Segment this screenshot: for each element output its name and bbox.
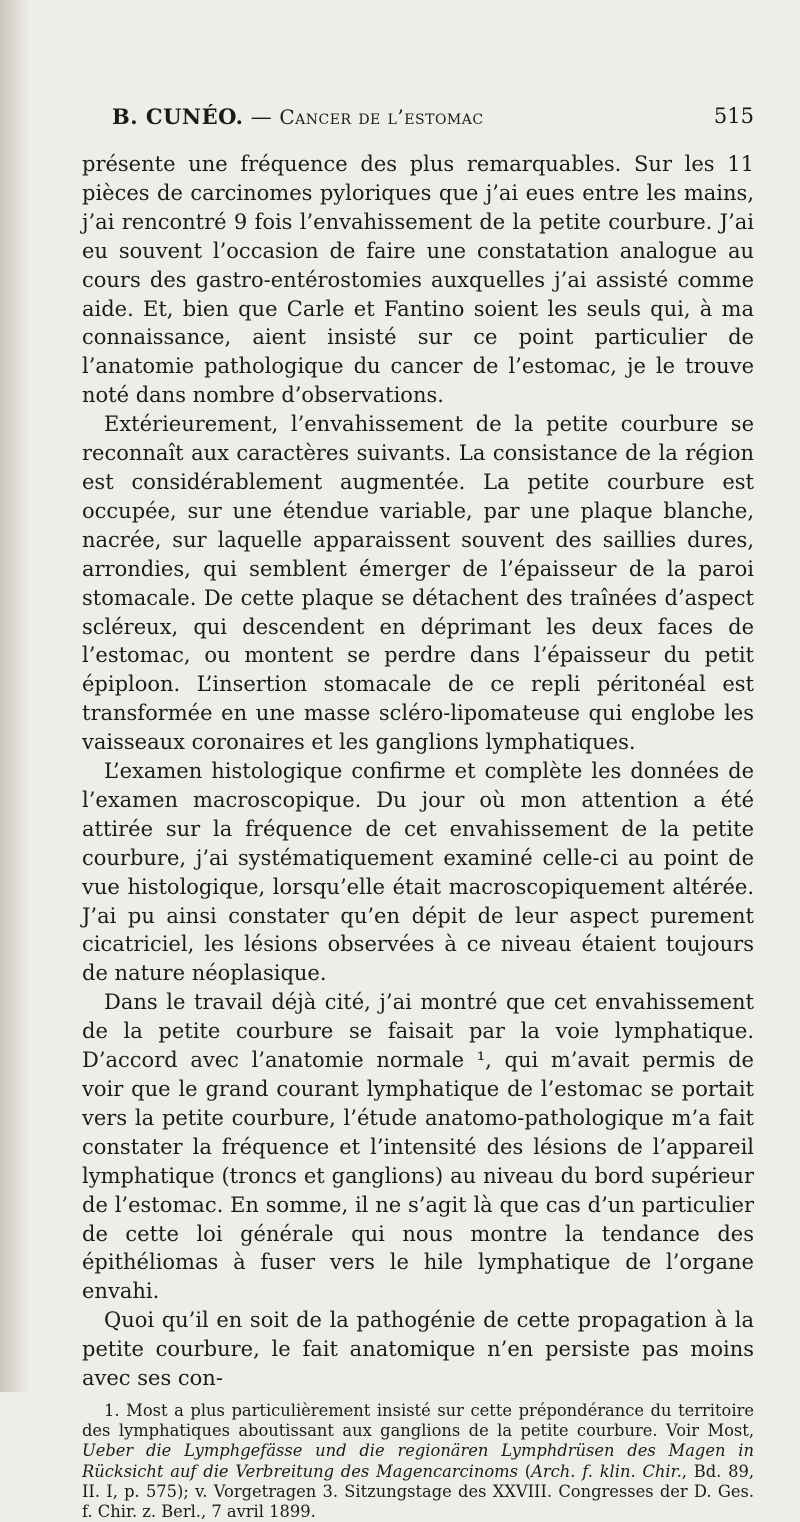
paragraph: Extérieurement, l’envahissement de la petite courbure se reconnaît aux caractères suivants. La consistance de la région est considérablement augmentée. La petite courbure est occupée, sur une étendue variable, par une plaque blanche, nacrée, sur laquelle apparaissent souvent des saillies dures, arrondies, qui semblent émerger de l’épaisseur de la paroi stomacale. De cette plaque se détachent des traînées d’aspect scléreux, qui descendent en déprimant les deux faces de l’estomac, ou montent se perdre dans l’épaisseur du petit épiploon. L’insertion stomacale de ce repli péritonéal est transformée en une masse scléro-lipomateuse qui englobe les vaisseaux coronaires et les ganglions lymphatiques. [82,412,754,755]
page-number: 515 [713,104,754,128]
body-text [82,150,754,1393]
paragraph: présente une fréquence des plus remarquables. Sur les 11 pièces de carcinomes pyloriques que j’ai eues entre les mains, j’ai rencontré 9 fois l’envahissement de la petite courbure. J’ai eu souvent l’occasion de faire une constatation analogue au cours des gastro-entérostomies auxquelles j’ai assisté comme aide. Et, bien que Carle et Fantino soient les seuls qui, à ma connaissance, aient insisté sur ce point particulier de l’anatomie pathologique du cancer de l’estomac, je le trouve noté dans nombre d’observations. [82,152,754,408]
footnote-marker: 1. [104,1400,120,1420]
running-header [82,98,754,138]
paragraph: Dans le travail déjà cité, j’ai montré que cet envahissement de la petite courbure se faisait par la voie lymphatique. D’accord avec l’anatomie normale ¹, qui m’avait permis de voir que le grand courant lymphatique de l’estomac se portait vers la petite courbure, l’étude anatomo-pathologique m’a fait constater la fréquence et l’intensité des lésions de l’appareil lymphatique (troncs et ganglions) au niveau du bord supérieur de l’estomac. En somme, il ne s’agit là que cas d’un particulier de cette loi générale qui nous montre la tendance des épithéliomas à fuser vers le hile lymphatique de l’organe envahi. [82,990,754,1304]
paragraph: Quoi qu’il en soit de la pathogénie de cette propagation à la petite courbure, le fait anatomique n’en persiste pas moins avec ses con- [82,1308,754,1391]
paragraph: L’examen histologique confirme et complète les données de l’examen macroscopique. Du jour où mon attention a été attirée sur la fréquence de cet envahissement de la petite courbure, j’ai systématiquement examiné celle-ci au point de vue histologique, lorsqu’elle était macroscopiquement altérée. J’ai pu ainsi constater qu’en dépit de leur aspect purement cicatriciel, les lésions observées à ce niveau étaient toujours de nature néoplasique. [82,759,754,986]
header-title: Cancer de l’estomac [279,105,484,129]
footnote-journal: Arch. f. klin. Chir. [531,1461,682,1481]
footnote-article-title: Ueber die Lymphgefässe und die regionären Lymphdrüsen des Magen in Rücksicht auf die Verbreitung des Magencarcinoms [82,1441,754,1481]
footnote-text: , Bd. 89, II. I, p. 575); v. Vorgetragen 3. Sitzungstage des XXVIII. Congresses der D. Ges. f. Chir. z. Berl., 7 avril 1899. [82,1461,755,1521]
footnote [82,1401,754,1522]
running-head [112,104,484,129]
header-separator: — [243,105,280,129]
footnote-text: ( [517,1461,532,1481]
book-page [82,98,754,1522]
footnotes [82,1401,754,1522]
footnote-text: Most a plus particulièrement insisté sur cette prépondérance du territoire des lymphatiques aboutissant aux ganglions de la petite courbure. Voir Most, [82,1400,754,1441]
page-gutter-shadow [0,0,30,1392]
header-author: B. CUNÉO. [112,104,244,129]
